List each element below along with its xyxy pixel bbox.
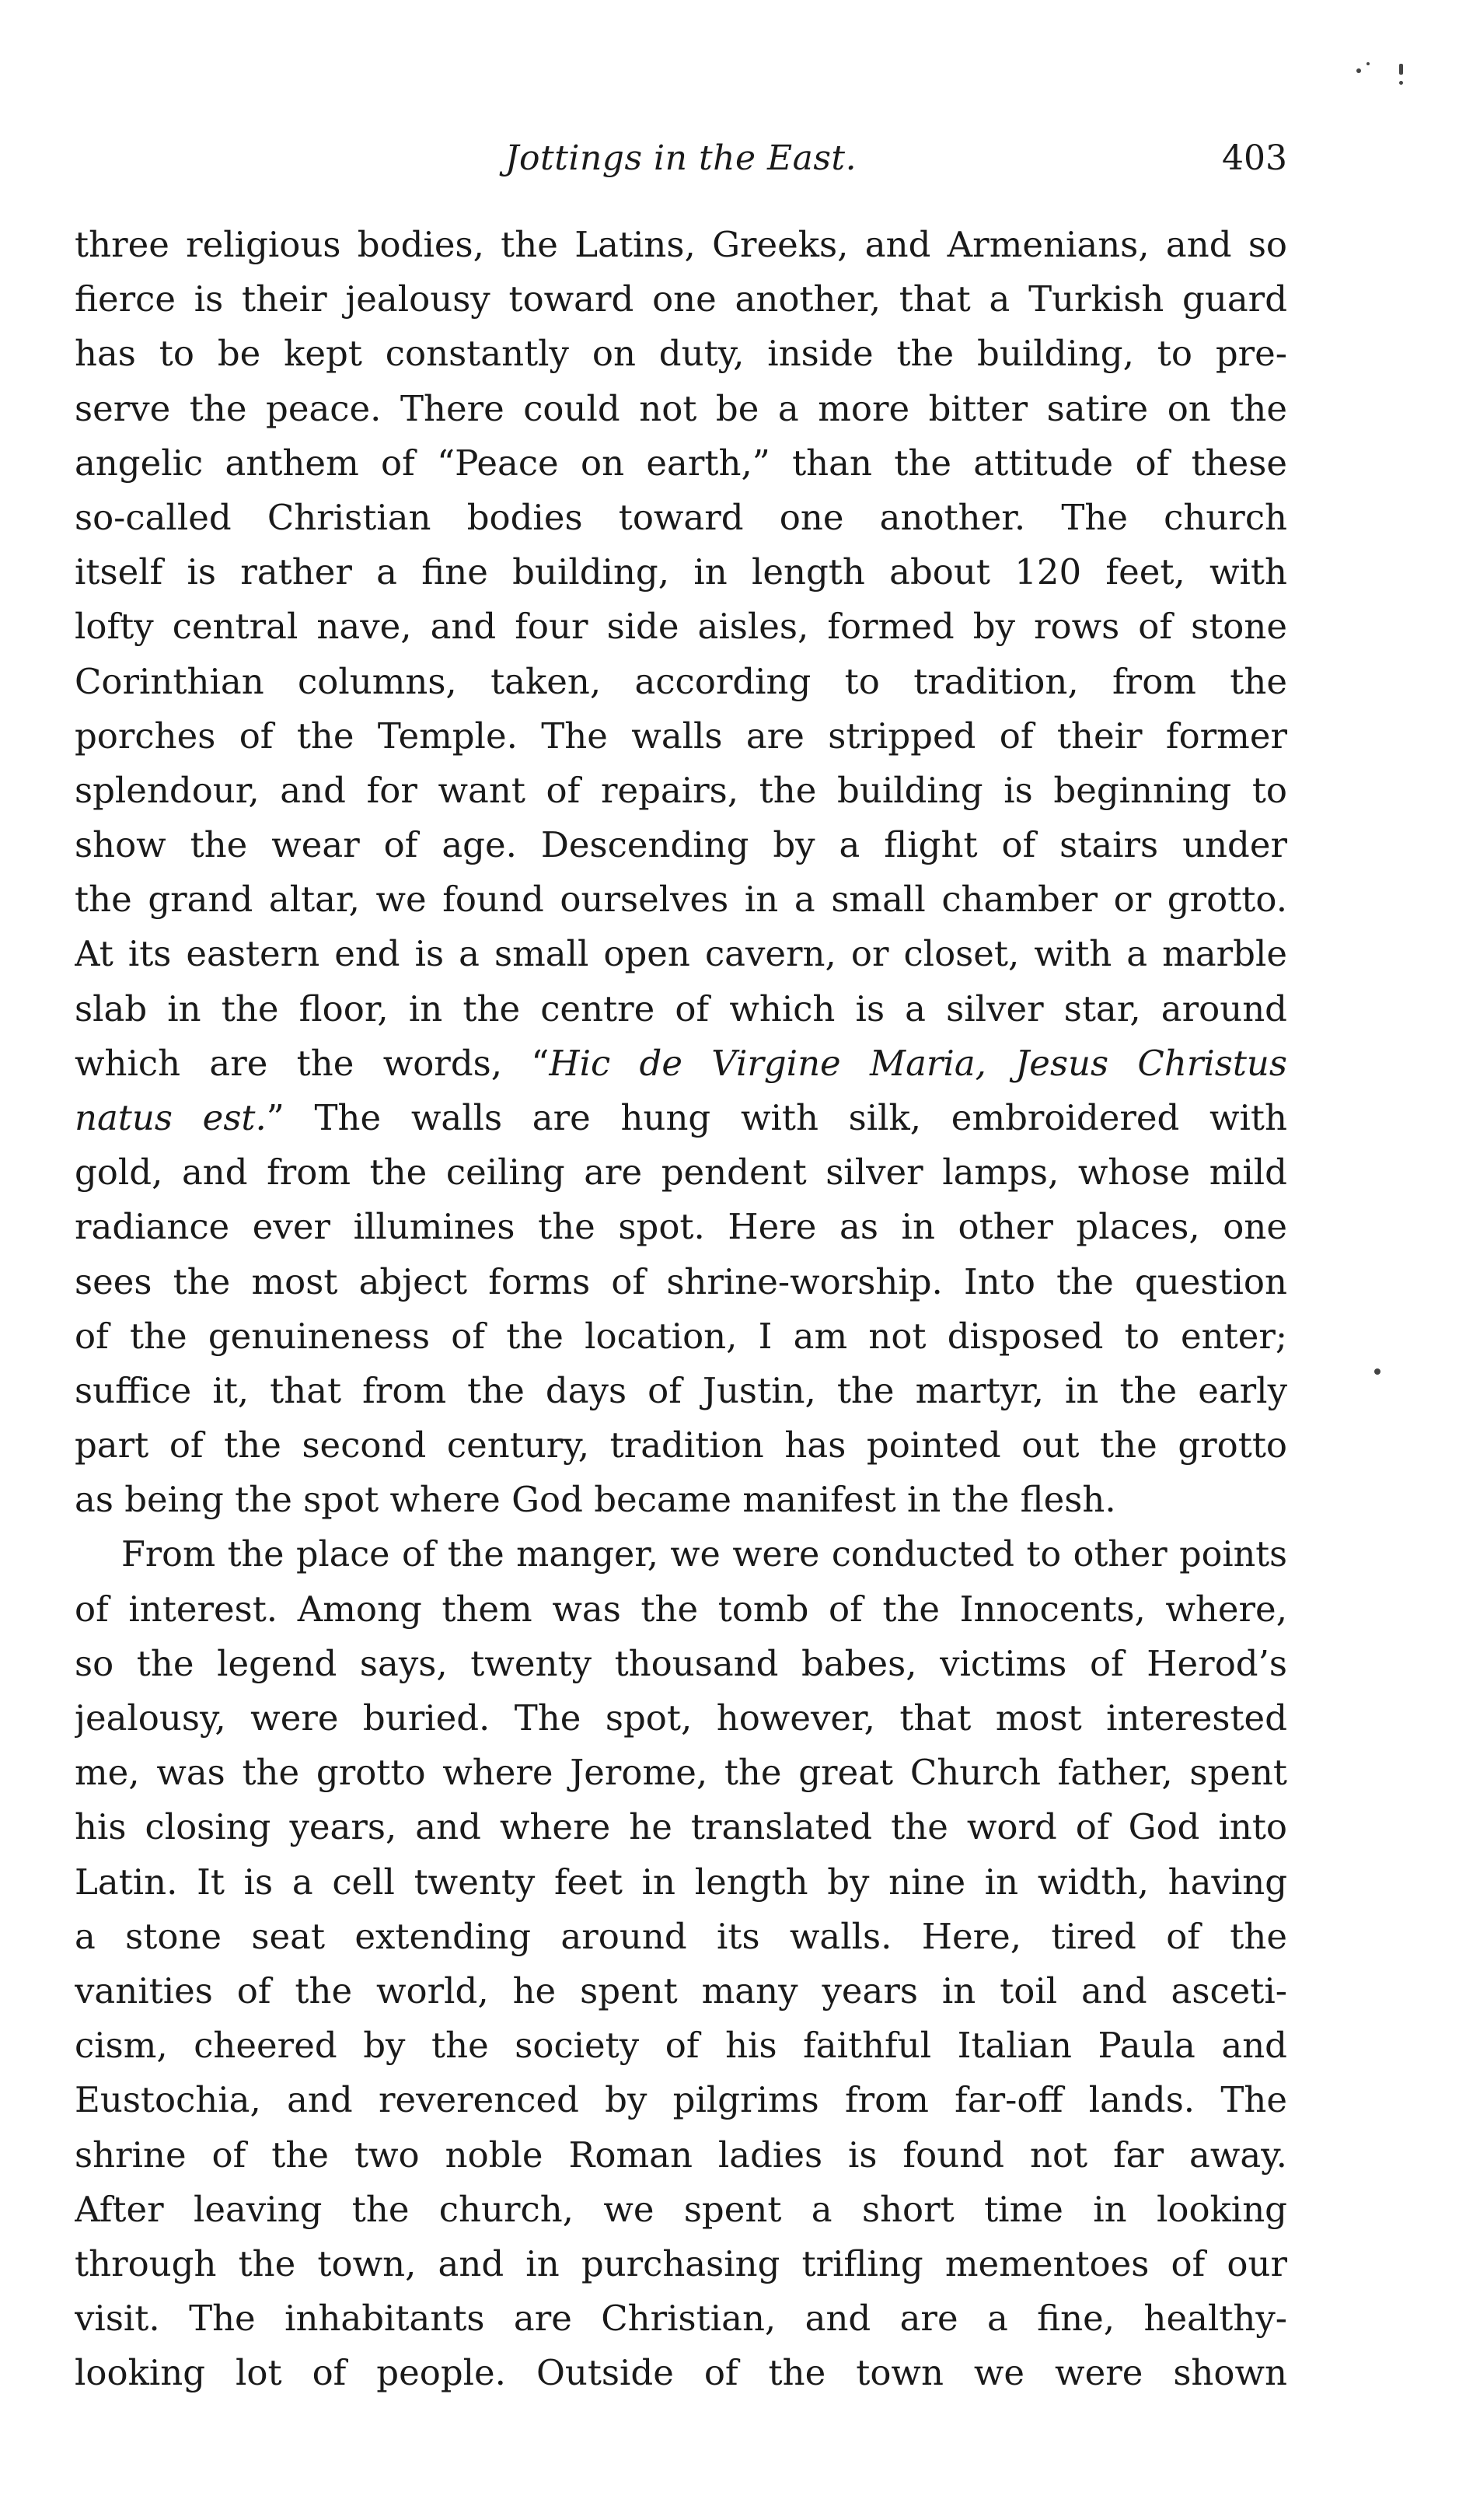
text-line: three religious bodies, the Latins, Greeks, and Armenians, and so — [75, 224, 1287, 265]
text-line: looking lot of people. Outside of the town we were shown — [75, 2352, 1287, 2394]
text-line: At its eastern end is a small open cavern, or closet, with a marble — [75, 933, 1287, 975]
text-line: porches of the Temple. The walls are stripped of their former — [75, 715, 1287, 757]
italic-text: Hic de Virgine Maria, Jesus Christus — [549, 1042, 1287, 1084]
text-line — [75, 1036, 1287, 1091]
text-line: show the wear of age. Descending by a flight of stairs under — [75, 824, 1287, 866]
text-line: vanities of the world, he spent many years in toil and asceti- — [75, 1970, 1287, 2011]
text-line: serve the peace. There could not be a more bitter satire on the — [75, 387, 1287, 429]
text-line: suffice it, that from the days of Justin, the martyr, in the early — [75, 1369, 1287, 1411]
text-line — [75, 1091, 1287, 1145]
text-line: so-called Christian bodies toward one another. The church — [75, 496, 1287, 538]
text-line: After leaving the church, we spent a short time in looking — [75, 2188, 1287, 2230]
text-line: as being the spot where God became manifest in the flesh. — [75, 1479, 1116, 1521]
ink-speck — [1356, 68, 1361, 73]
ink-speck — [1399, 64, 1403, 75]
text-line: through the town, and in purchasing trifling mementoes of our — [75, 2242, 1287, 2284]
text-line: a stone seat extending around its walls. Here, tired of the — [75, 1915, 1287, 1957]
text-line: angelic anthem of “Peace on earth,” than the attitude of these — [75, 442, 1287, 484]
text-line: lofty central nave, and four side aisles, formed by rows of stone — [75, 606, 1287, 648]
line-text: which are the words, “ — [75, 1042, 550, 1084]
ink-speck — [1367, 62, 1370, 65]
text-line: From the place of the manger, we were conducted to other points — [121, 1534, 1287, 1575]
italic-text: natus est. — [75, 1097, 267, 1138]
text-line: of the genuineness of the location, I am not disposed to enter; — [75, 1315, 1287, 1357]
text-line: cism, cheered by the society of his faithful Italian Paula and — [75, 2025, 1287, 2067]
text-line: radiance ever illumines the spot. Here as in other places, one — [75, 1206, 1287, 1248]
ink-speck — [1399, 81, 1403, 85]
ink-speck — [1374, 1368, 1380, 1375]
text-line: visit. The inhabitants are Christian, and are a fine, healthy- — [75, 2298, 1287, 2340]
text-line: Corinthian columns, taken, according to tradition, from the — [75, 660, 1287, 702]
text-line: itself is rather a fine building, in length about 120 feet, with — [75, 551, 1287, 593]
body-text — [75, 218, 1287, 2401]
page-header — [75, 138, 1287, 193]
text-line: fierce is their jealousy toward one another, that a Turkish guard — [75, 278, 1287, 320]
text-line: his closing years, and where he translated the word of God into — [75, 1806, 1287, 1848]
text-line: sees the most abject forms of shrine-worship. Into the question — [75, 1260, 1287, 1302]
text-line: gold, and from the ceiling are pendent silver lamps, whose mild — [75, 1152, 1287, 1194]
text-line: the grand altar, we found ourselves in a small chamber or grotto. — [75, 879, 1287, 921]
text-line: so the legend says, twenty thousand babes, victims of Herod’s — [75, 1642, 1287, 1684]
text-line: of interest. Among them was the tomb of the Innocents, where, — [75, 1588, 1287, 1630]
line-text: ” The walls are hung with silk, embroidered with — [266, 1097, 1287, 1138]
text-line: me, was the grotto where Jerome, the great Church father, spent — [75, 1752, 1287, 1794]
text-line: Latin. It is a cell twenty feet in length by nine in width, having — [75, 1861, 1287, 1903]
page-number: 403 — [1222, 138, 1287, 178]
text-line: splendour, and for want of repairs, the building is beginning to — [75, 769, 1287, 811]
text-line: slab in the floor, in the centre of which is a silver star, around — [75, 987, 1287, 1029]
text-line: has to be kept constantly on duty, inside the building, to pre- — [75, 333, 1287, 375]
text-line: jealousy, were buried. The spot, however, that most interested — [75, 1697, 1287, 1739]
text-line: shrine of the two noble Roman ladies is found not far away. — [75, 2134, 1287, 2176]
text-line: Eustochia, and reverenced by pilgrims from far-off lands. The — [75, 2079, 1287, 2121]
running-head: Jottings in the East. — [504, 138, 857, 178]
text-line: part of the second century, tradition has pointed out the grotto — [75, 1424, 1287, 1466]
